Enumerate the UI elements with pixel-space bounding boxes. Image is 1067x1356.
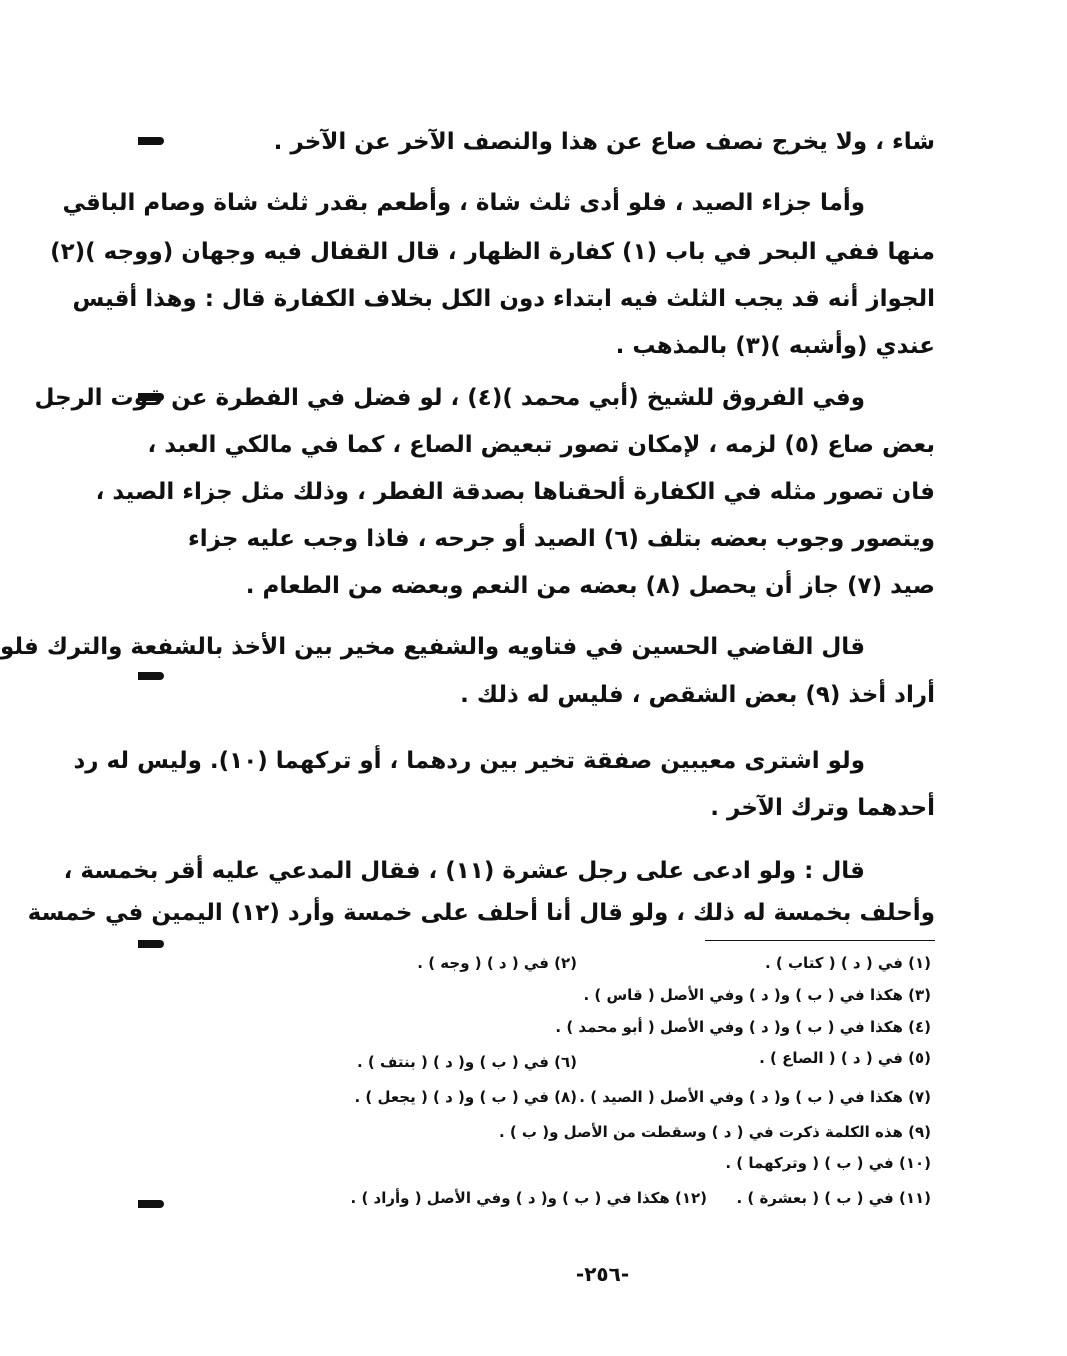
page-number: -٢٥٦-: [575, 1262, 630, 1286]
footnote: (١) في ( د ) ( كتاب ) .: [764, 954, 931, 972]
text-line: أراد أخذ (٩) بعض الشقص ، فليس له ذلك .: [460, 682, 935, 708]
text-line: ويتصور وجوب بعضه بتلف (٦) الصيد أو جرحه ، فاذا وجب عليه جزاء: [187, 526, 935, 552]
footnote: (٩) هذه الكلمة ذكرت في ( د ) وسقطت من الأصل و( ب ) .: [498, 1123, 931, 1141]
margin-mark: [138, 1200, 164, 1208]
text-line: منها ففي البحر في باب (١) كفارة الظهار ، قال القفال فيه وجهان (ووجه )(٢): [50, 239, 935, 265]
text-line: عندي (وأشبه )(٣) بالمذهب .: [615, 333, 935, 359]
text-line: ولو اشترى معيبين صفقة تخير بين ردهما ، أو تركهما (١٠). وليس له رد: [73, 748, 865, 774]
footnote: (١٢) هكذا في ( ب ) و( د ) وفي الأصل ( وأراد ) .: [350, 1189, 707, 1207]
text-line: وفي الفروق للشيخ (أبي محمد )(٤) ، لو فضل في الفطرة عن قوت الرجل: [34, 385, 865, 411]
footnote: (٢) في ( د ) ( وجه ) .: [417, 954, 577, 972]
text-line: قال : ولو ادعى على رجل عشرة (١١) ، فقال المدعي عليه أقر بخمسة ،: [63, 858, 865, 884]
text-line: صيد (٧) جاز أن يحصل (٨) بعضه من النعم وبعضه من الطعام .: [245, 573, 935, 599]
footnote: (١١) في ( ب ) ( بعشرة ) .: [736, 1189, 931, 1207]
footnote: (١٠) في ( ب ) ( وتركهما ) .: [725, 1154, 931, 1172]
text-line: الجواز أنه قد يجب الثلث فيه ابتداء دون الكل بخلاف الكفارة قال : وهذا أقيس: [72, 286, 935, 312]
footnote: (٦) في ( ب ) و( د ) ( بنتف ) .: [357, 1053, 577, 1071]
text-line: شاء ، ولا يخرج نصف صاع عن هذا والنصف الآخر عن الآخر .: [273, 129, 935, 155]
text-line: وأما جزاء الصيد ، فلو أدى ثلث شاة ، وأطعم بقدر ثلث شاة وصام الباقي: [62, 190, 865, 216]
text-line: قال القاضي الحسين في فتاويه والشفيع مخير بين الأخذ بالشفعة والترك فلو: [0, 634, 865, 660]
margin-mark: [138, 137, 164, 145]
margin-mark: [138, 940, 164, 948]
footnote-separator: [705, 940, 935, 941]
text-line: بعض صاع (٥) لزمه ، لإمكان تصور تبعيض الصاع ، كما في مالكي العبد ،: [147, 432, 935, 458]
text-line: أحدهما وترك الآخر .: [710, 795, 935, 821]
footnote: (٨) في ( ب ) و( د ) ( يجعل ) .: [354, 1088, 577, 1106]
footnote: (٥) في ( د ) ( الصاع ) .: [759, 1049, 931, 1067]
margin-mark: [138, 672, 164, 680]
text-line: فان تصور مثله في الكفارة ألحقناها بصدقة الفطر ، وذلك مثل جزاء الصيد ،: [95, 479, 935, 505]
text-line: وأحلف بخمسة له ذلك ، ولو قال أنا أحلف على خمسة وأرد (١٢) اليمين في خمسة: [27, 900, 935, 926]
footnote: (٤) هكذا في ( ب ) و( د ) وفي الأصل ( أبو محمد ) .: [555, 1018, 931, 1036]
footnote: (٣) هكذا في ( ب ) و( د ) وفي الأصل ( قاس ) .: [583, 986, 931, 1004]
footnote: (٧) هكذا في ( ب ) و( د ) وفي الأصل ( الصيد ) .: [579, 1088, 931, 1106]
